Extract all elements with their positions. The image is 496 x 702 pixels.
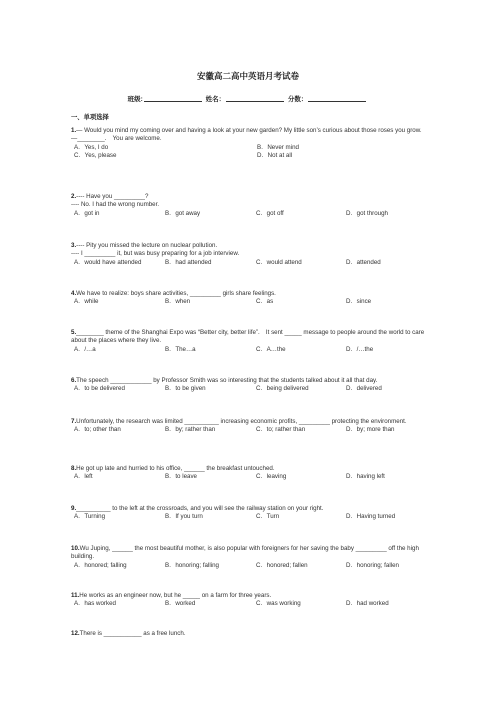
options-row <box>71 513 431 521</box>
score-blank[interactable] <box>308 95 366 102</box>
option-c[interactable]: C．to; rather than <box>256 426 306 434</box>
class-blank[interactable] <box>144 95 202 102</box>
question-text: —________. You are welcome. <box>71 135 162 143</box>
options-row <box>71 562 431 570</box>
option-b[interactable]: B．had attended <box>165 258 212 266</box>
question-text: ---- I _________ it, but was busy preparing for a job interview. <box>71 250 240 258</box>
options-row <box>71 473 431 481</box>
question-stem <box>71 465 431 473</box>
option-a[interactable]: A．honored; falling <box>74 561 127 569</box>
class-label: 班级: <box>127 96 143 103</box>
option-b[interactable]: B．got away <box>165 209 201 217</box>
option-b[interactable]: B．worked <box>165 600 196 608</box>
option-a[interactable]: A．while <box>74 298 99 306</box>
option-a[interactable]: A．to; other than <box>74 426 121 434</box>
option-d[interactable]: D．/…the <box>346 345 374 353</box>
options-row <box>71 385 431 393</box>
option-b[interactable]: B．to leave <box>165 473 197 481</box>
question-text: He got up late and hurried to his office, ______ the breakfast untouched. <box>76 465 275 472</box>
question-text: ---- Pity you missed the lecture on nuclear pollution. <box>76 242 218 249</box>
question-9 <box>71 505 431 522</box>
question-12 <box>71 630 431 638</box>
section-heading: 一、单项选择 <box>71 114 109 121</box>
option-a[interactable]: A．would have attended <box>74 258 142 266</box>
options-row <box>71 210 431 218</box>
question-4 <box>71 290 431 307</box>
question-number: 11. <box>71 592 80 599</box>
option-c[interactable]: C．Yes, please <box>74 151 117 159</box>
option-b[interactable]: B．to be given <box>165 385 206 393</box>
question-number: 12. <box>71 630 80 637</box>
question-text: ---- Have you _________? <box>76 193 149 200</box>
question-number: 9. <box>71 505 77 512</box>
question-stem <box>71 505 431 513</box>
score-label: 分数： <box>287 96 308 103</box>
option-b[interactable]: B．honoring; falling <box>165 561 220 569</box>
question-number: 5. <box>71 329 77 336</box>
option-a[interactable]: A．has worked <box>74 600 116 608</box>
question-7 <box>71 418 431 435</box>
question-11 <box>71 592 431 609</box>
question-number: 2. <box>71 193 77 200</box>
question-text: ________ theme of the Shanghai Expo was “Better city, better life”. It sent _____ message to people around the world to care about the places where they live. <box>71 329 425 345</box>
question-text: __________ to the left at the crossroads, and you will see the railway station on your right. <box>76 505 324 512</box>
option-d[interactable]: D．Not at all <box>257 151 293 159</box>
option-b[interactable]: B．Never mind <box>257 143 299 151</box>
option-b[interactable]: B．The…a <box>165 345 196 353</box>
question-text: Wu Juping, ______ the most beautiful mother, is also popular with foreigners for her saving the baby _________ off the high building. <box>71 545 419 561</box>
option-c[interactable]: C．honored; fallen <box>256 561 308 569</box>
question-stem <box>71 290 431 298</box>
question-1 <box>71 127 431 160</box>
option-c[interactable]: C．as <box>256 298 274 306</box>
option-c[interactable]: C．being delivered <box>256 385 309 393</box>
option-a[interactable]: A．Yes, I do <box>74 143 109 151</box>
question-8 <box>71 465 431 482</box>
question-3 <box>71 242 431 267</box>
options-row <box>71 600 431 608</box>
option-a[interactable]: A．to be delivered <box>74 385 125 393</box>
question-text: The speech ____________ by Professor Smith was so interesting that the students talked about it all that day. <box>76 377 378 384</box>
options-row <box>71 426 431 434</box>
option-d[interactable]: D．Having turned <box>346 513 396 521</box>
option-d[interactable]: D．by; more than <box>346 426 395 434</box>
options-row <box>71 298 431 306</box>
question-stem <box>71 592 431 600</box>
question-stem <box>71 242 431 250</box>
question-number: 7. <box>71 418 77 425</box>
option-d[interactable]: D．delivered <box>346 385 382 393</box>
option-b[interactable]: B．when <box>165 298 191 306</box>
question-text: There is ___________ as a free lunch. <box>79 630 186 637</box>
question-number: 3. <box>71 242 77 249</box>
question-stem <box>71 377 431 385</box>
options-row <box>71 144 431 152</box>
question-stem <box>71 127 431 135</box>
option-a[interactable]: A．got in <box>74 209 100 217</box>
option-d[interactable]: D．having left <box>346 473 385 481</box>
question-stem <box>71 329 431 346</box>
option-c[interactable]: C．leaving <box>256 473 287 481</box>
question-text: — Would you mind my coming over and having a look at your new garden? My little son’s curious about those roses you grow. <box>76 127 422 134</box>
question-10 <box>71 545 431 570</box>
question-stem <box>71 630 431 638</box>
option-b[interactable]: B．If you turn <box>165 513 203 521</box>
question-6 <box>71 377 431 394</box>
question-text: ---- No. I had the wrong number. <box>71 201 160 209</box>
question-number: 10. <box>71 545 80 552</box>
option-a[interactable]: A．Turning <box>74 513 106 521</box>
question-stem <box>71 193 431 201</box>
question-5 <box>71 329 431 354</box>
option-c[interactable]: C．was working <box>256 600 301 608</box>
option-c[interactable]: C．got off <box>256 209 284 217</box>
question-2 <box>71 193 431 218</box>
options-row <box>71 259 431 267</box>
option-d[interactable]: D．since <box>346 298 372 306</box>
option-d[interactable]: D．got through <box>346 209 388 217</box>
option-b[interactable]: B．by; rather than <box>165 426 216 434</box>
question-number: 8. <box>71 465 77 472</box>
options-row <box>71 152 431 160</box>
question-text: He works as an engineer now, but he _____ on a farm for three years. <box>79 592 272 599</box>
option-d[interactable]: D．attended <box>346 258 381 266</box>
option-a[interactable]: A．/…a <box>74 345 96 353</box>
question-text: We have to realize: boys share activities, _________ girls share feelings. <box>76 290 276 297</box>
option-c[interactable]: C．Turn <box>256 513 280 521</box>
question-stem <box>71 418 431 426</box>
question-stem <box>71 545 431 562</box>
question-text: Unfortunately, the research was limited __________ increasing economic profits, _________ protecting the environment. <box>76 418 407 425</box>
question-number: 1. <box>71 127 77 134</box>
option-d[interactable]: D．had worked <box>346 600 389 608</box>
option-c[interactable]: C．A…the <box>256 345 286 353</box>
name-blank[interactable] <box>226 95 284 102</box>
name-label: 姓名： <box>205 96 226 103</box>
option-c[interactable]: C．would attend <box>256 258 302 266</box>
question-number: 4. <box>71 290 77 297</box>
student-info-line <box>0 94 496 103</box>
option-d[interactable]: D．honoring; fallen <box>346 561 399 569</box>
options-row <box>71 346 431 354</box>
option-a[interactable]: A．left <box>74 473 93 481</box>
question-number: 6. <box>71 377 77 384</box>
page-title: 安徽高二高中英语月考试卷 <box>196 71 299 81</box>
